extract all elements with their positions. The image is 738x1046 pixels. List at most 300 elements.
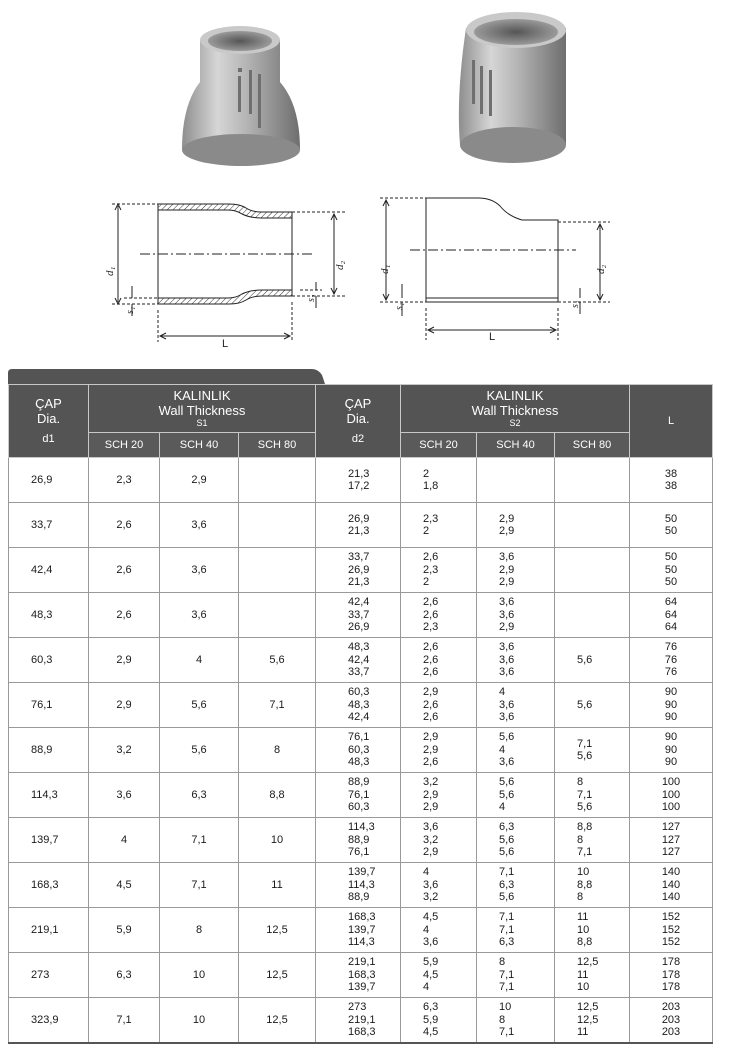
header-cap-1: ÇAP (35, 395, 62, 411)
cell-s1-sch20: 4 (89, 818, 160, 863)
cell-s2-sch20-value: 2,9 (423, 846, 439, 859)
cell-s2-sch80 (555, 818, 630, 863)
cell-s1-sch80: 11 (239, 863, 316, 908)
cell-d2 (316, 503, 401, 548)
cell-s1-sch20: 2,9 (89, 683, 160, 728)
cell-s1-sch20: 6,3 (89, 953, 160, 998)
cell-s2-sch20-value: 2,3 (423, 621, 439, 634)
cell-d2-value: 168,3 (348, 968, 376, 981)
cell-s1-sch40: 10 (160, 998, 239, 1044)
cell-s1-sch40: 5,6 (160, 728, 239, 773)
cell-s2-sch40-value: 5,6 (499, 833, 515, 846)
cell-d2 (316, 953, 401, 998)
header-wall-1: Wall Thickness (158, 403, 246, 418)
cell-s2-sch80-value: 10 (577, 866, 590, 879)
cell-s2-sch20 (401, 638, 477, 683)
cell-l-value: 50 (664, 525, 678, 537)
cell-s2-sch40-value: 2,9 (499, 621, 515, 634)
cell-s2-sch20 (401, 863, 477, 908)
cell-s2-sch20-value: 2,9 (423, 743, 439, 756)
cell-s2-sch40-value: 7,1 (499, 911, 515, 924)
cell-s2-sch80-value: 8 (577, 776, 584, 789)
cell-s2-sch20 (401, 773, 477, 818)
eccentric-reducer-photo (459, 12, 566, 163)
header-wall-s1 (89, 385, 316, 433)
cell-s2-sch80-value: 5,6 (577, 653, 593, 666)
cell-d2-value: 60,3 (348, 743, 370, 756)
header-d1-symbol: d1 (42, 432, 55, 445)
cell-s1-sch40: 10 (160, 953, 239, 998)
header-kalinlik-2: KALINLIK (486, 388, 544, 403)
cell-s2-sch20 (401, 458, 477, 503)
cell-l-value: 90 (664, 686, 678, 699)
cell-d2-value: 48,3 (348, 756, 370, 769)
cell-s2-sch20-value: 2,6 (423, 698, 439, 711)
cell-s2-sch80-value: 8 (577, 891, 584, 904)
cell-s2-sch40-value: 8 (499, 1013, 506, 1026)
cell-l (630, 908, 713, 953)
concentric-reducer-drawing (112, 204, 345, 342)
cell-d2-value: 48,3 (348, 641, 370, 654)
table-row (9, 683, 713, 728)
cell-s2-sch80-value: 12,5 (577, 1001, 599, 1014)
table-row (9, 593, 713, 638)
cell-d1: 48,3 (9, 593, 89, 638)
cell-s2-sch40-value: 3,6 (499, 551, 515, 564)
cell-d2-value: 139,7 (348, 981, 376, 994)
cell-s1-sch40: 3,6 (160, 593, 239, 638)
cell-s2-sch80-value: 7,1 (577, 788, 593, 801)
cell-l (630, 818, 713, 863)
table-row (9, 998, 713, 1044)
cell-s2-sch20-value: 4 (423, 923, 430, 936)
cell-l-value: 64 (664, 596, 678, 609)
cell-d2 (316, 863, 401, 908)
cell-d2 (316, 998, 401, 1044)
cell-s2-sch40 (477, 773, 555, 818)
header-s1: S1 (196, 418, 208, 428)
cell-s2-sch80 (555, 638, 630, 683)
header-dia-2: Dia. (346, 410, 370, 426)
label-s1: s₁ (125, 306, 136, 314)
cell-l-value: 140 (661, 866, 681, 879)
cell-d2-value: 26,9 (348, 512, 370, 525)
cell-d2-value: 88,9 (348, 833, 370, 846)
cell-l-value: 90 (664, 743, 678, 756)
cell-l-value: 64 (664, 608, 678, 621)
cell-s1-sch80: 12,5 (239, 908, 316, 953)
cell-s2-sch20-value: 3,6 (423, 821, 439, 834)
cell-s1-sch80 (239, 458, 316, 503)
cell-s1-sch80: 5,6 (239, 638, 316, 683)
cell-s2-sch40-value: 4 (499, 686, 506, 699)
cell-d1: 42,4 (9, 548, 89, 593)
header-s2: S2 (509, 418, 521, 428)
cell-d2-value: 273 (348, 1001, 367, 1014)
cell-s2-sch20-value: 2 (423, 467, 430, 480)
cell-d1: 323,9 (9, 998, 89, 1044)
cell-d2-value: 76,1 (348, 846, 370, 859)
cell-d2-value: 88,9 (348, 891, 370, 904)
cell-s2-sch20-value: 3,6 (423, 936, 439, 949)
cell-d2-value: 60,3 (348, 686, 370, 699)
cell-s2-sch40-value: 3,6 (499, 596, 515, 609)
cell-s2-sch80-value: 11 (577, 911, 589, 924)
cell-s1-sch80 (239, 593, 316, 638)
cell-s2-sch80 (555, 683, 630, 728)
cell-s2-sch20-value: 2,9 (423, 686, 439, 699)
cell-l-value: 127 (661, 821, 681, 834)
cell-s2-sch40 (477, 728, 555, 773)
cell-s2-sch40-value: 3,6 (499, 711, 515, 724)
cell-s2-sch20-value: 2,9 (423, 801, 439, 814)
cell-d1: 88,9 (9, 728, 89, 773)
cell-s2-sch20-value: 2,6 (423, 641, 439, 654)
cell-s2-sch40-value: 7,1 (499, 1026, 515, 1039)
cell-s2-sch40-value: 4 (499, 801, 506, 814)
cell-s2-sch40-value: 5,6 (499, 891, 515, 904)
cell-l (630, 998, 713, 1044)
cell-s2-sch40-value: 6,3 (499, 821, 515, 834)
cell-d1: 76,1 (9, 683, 89, 728)
cell-s2-sch80 (555, 953, 630, 998)
cell-s1-sch40: 2,9 (160, 458, 239, 503)
cell-d2 (316, 773, 401, 818)
cell-d2-value: 139,7 (348, 923, 376, 936)
cell-d2-value: 42,4 (348, 653, 370, 666)
cell-s2-sch20-value: 2,6 (423, 608, 439, 621)
cell-l (630, 683, 713, 728)
cell-s1-sch20: 2,6 (89, 593, 160, 638)
cell-l-value: 50 (664, 576, 678, 589)
cell-s2-sch20-value: 4 (423, 981, 430, 994)
cell-l (630, 728, 713, 773)
cell-l-value: 50 (664, 551, 678, 564)
label-d1-eccentric: d₁ (379, 264, 391, 274)
cell-l-value: 64 (664, 621, 678, 634)
cell-s1-sch40: 4 (160, 638, 239, 683)
cell-s2-sch40-value: 4 (499, 743, 506, 756)
cell-s1-sch80 (239, 503, 316, 548)
cell-s2-sch40-value: 7,1 (499, 923, 515, 936)
cell-s2-sch20-value: 2,6 (423, 551, 439, 564)
cell-s2-sch80-value: 12,5 (577, 1013, 599, 1026)
cell-s2-sch40-value: 5,6 (499, 731, 515, 744)
cell-s2-sch80-value: 8,8 (577, 936, 593, 949)
cell-s2-sch20-value: 6,3 (423, 1001, 439, 1014)
table-body (9, 458, 713, 1044)
cell-s2-sch20-value: 4,5 (423, 968, 439, 981)
cell-s2-sch40-value: 2,9 (499, 576, 515, 589)
cell-d2-value: 33,7 (348, 551, 370, 564)
cell-s2-sch80-value: 7,1 (577, 737, 593, 750)
cell-d2-value: 168,3 (348, 1026, 376, 1039)
cell-d1: 114,3 (9, 773, 89, 818)
cell-s2-sch40-value: 3,6 (499, 698, 515, 711)
cell-d2 (316, 683, 401, 728)
cell-s2-sch40-value: 2,9 (499, 563, 515, 576)
cell-s1-sch40: 8 (160, 908, 239, 953)
cell-s1-sch40: 7,1 (160, 818, 239, 863)
header-sch20-s1: SCH 20 (89, 433, 160, 458)
cell-d2-value: 48,3 (348, 698, 370, 711)
concentric-reducer-photo (182, 26, 300, 166)
cell-d2-value: 33,7 (348, 608, 370, 621)
label-s2-eccentric: s₂ (570, 300, 581, 308)
cell-l-value: 76 (664, 641, 678, 654)
cell-s2-sch40 (477, 818, 555, 863)
cell-l-value: 76 (664, 666, 678, 679)
cell-s1-sch20: 2,3 (89, 458, 160, 503)
cell-d1: 219,1 (9, 908, 89, 953)
cell-d2 (316, 593, 401, 638)
cell-s2-sch40-value: 7,1 (499, 981, 515, 994)
cell-s2-sch80-value: 5,6 (577, 698, 593, 711)
cell-s2-sch40 (477, 683, 555, 728)
cell-s2-sch40 (477, 953, 555, 998)
cell-d2-value: 88,9 (348, 776, 370, 789)
cell-s1-sch20: 3,6 (89, 773, 160, 818)
cell-s1-sch40: 3,6 (160, 503, 239, 548)
cell-s2-sch20-value: 3,2 (423, 833, 439, 846)
cell-s2-sch80 (555, 458, 630, 503)
cell-s2-sch80-value: 7,1 (577, 846, 593, 859)
cell-s2-sch80 (555, 998, 630, 1044)
cell-d2-value: 21,3 (348, 576, 370, 589)
cell-s2-sch40 (477, 908, 555, 953)
header-sch80-s1: SCH 80 (239, 433, 316, 458)
cell-d1: 26,9 (9, 458, 89, 503)
cell-l-value: 50 (664, 512, 678, 525)
cell-d1: 139,7 (9, 818, 89, 863)
cell-s2-sch40-value: 3,6 (499, 641, 515, 654)
label-d2-eccentric: d₂ (595, 264, 607, 274)
cell-s2-sch20 (401, 998, 477, 1044)
cell-s1-sch20: 5,9 (89, 908, 160, 953)
cell-l-value: 203 (661, 1026, 681, 1039)
cell-s2-sch20-value: 3,2 (423, 776, 439, 789)
cell-s1-sch20: 2,6 (89, 548, 160, 593)
cell-d2-value: 114,3 (348, 878, 375, 891)
cell-s2-sch80-value: 5,6 (577, 750, 593, 762)
cell-l-value: 38 (664, 467, 678, 480)
cell-s2-sch80 (555, 908, 630, 953)
table-row (9, 953, 713, 998)
cell-l (630, 593, 713, 638)
cell-s2-sch20 (401, 683, 477, 728)
product-photos (0, 0, 738, 190)
cell-s1-sch40: 7,1 (160, 863, 239, 908)
cell-l-value: 178 (661, 956, 681, 969)
cell-s2-sch40 (477, 458, 555, 503)
cell-s2-sch80-value: 8 (577, 833, 584, 846)
cell-d2-value: 76,1 (348, 731, 370, 744)
cell-s2-sch80-value: 11 (577, 1026, 589, 1039)
cell-s2-sch20-value: 2,6 (423, 711, 439, 724)
cell-s1-sch80: 12,5 (239, 953, 316, 998)
table-row (9, 818, 713, 863)
cell-l-value: 90 (664, 711, 678, 724)
cell-l (630, 638, 713, 683)
cell-d2-value: 60,3 (348, 801, 370, 814)
cell-s1-sch40: 6,3 (160, 773, 239, 818)
cell-s2-sch80-value: 12,5 (577, 956, 599, 969)
cell-d2-value: 21,3 (348, 467, 370, 480)
cell-l-value: 100 (661, 776, 681, 789)
cell-s2-sch80 (555, 593, 630, 638)
header-sch40-s2: SCH 40 (477, 433, 555, 458)
cell-s2-sch40 (477, 638, 555, 683)
cell-d2-value: 139,7 (348, 866, 376, 879)
cell-s2-sch20 (401, 728, 477, 773)
label-l: L (222, 338, 229, 350)
header-kalinlik-1: KALINLIK (173, 388, 231, 403)
cell-d2 (316, 818, 401, 863)
table-row (9, 728, 713, 773)
cell-l-value: 178 (661, 968, 681, 981)
header-d2-symbol: d2 (351, 432, 365, 445)
cell-l-value: 152 (661, 911, 681, 924)
cell-l-value: 50 (664, 563, 678, 576)
cell-s2-sch20-value: 2,6 (423, 653, 439, 666)
cell-d2-value: 219,1 (348, 1013, 376, 1026)
cell-s2-sch40 (477, 593, 555, 638)
cell-s1-sch80: 10 (239, 818, 316, 863)
cell-s2-sch40 (477, 863, 555, 908)
cell-s2-sch20-value: 2,6 (423, 666, 439, 679)
cell-s2-sch40-value: 2,9 (499, 512, 515, 525)
cell-l (630, 863, 713, 908)
cell-d2 (316, 458, 401, 503)
header-d2 (316, 385, 401, 458)
cell-s2-sch40-value: 7,1 (499, 968, 515, 981)
table-row (9, 773, 713, 818)
cell-d2-value: 219,1 (348, 956, 376, 969)
table-row (9, 548, 713, 593)
cell-s2-sch20 (401, 548, 477, 593)
cell-s2-sch20-value: 5,9 (423, 1013, 439, 1026)
cell-d2 (316, 638, 401, 683)
cell-l-value: 178 (661, 981, 681, 994)
cell-d2-value: 114,3 (348, 936, 375, 949)
header-d1 (9, 385, 89, 458)
cell-s1-sch20: 4,5 (89, 863, 160, 908)
cell-s1-sch20: 2,9 (89, 638, 160, 683)
cell-d1: 33,7 (9, 503, 89, 548)
cell-s2-sch20-value: 2,9 (423, 788, 439, 801)
cell-s2-sch80-value: 10 (577, 923, 590, 936)
cell-s2-sch20-value: 2,3 (423, 563, 439, 576)
cell-l-value: 140 (661, 891, 681, 904)
cell-s2-sch20-value: 4,5 (423, 1026, 439, 1039)
header-sch20-s2: SCH 20 (401, 433, 477, 458)
cell-s1-sch80: 8 (239, 728, 316, 773)
table-row (9, 458, 713, 503)
cell-s2-sch40-value: 3,6 (499, 608, 515, 621)
cell-s2-sch80-value: 10 (577, 981, 590, 994)
technical-drawings (0, 190, 738, 360)
cell-d2-value: 17,2 (348, 480, 370, 492)
cell-d2-value: 21,3 (348, 525, 370, 537)
cell-s2-sch20 (401, 818, 477, 863)
cell-s1-sch20: 3,2 (89, 728, 160, 773)
cell-s2-sch20-value: 5,9 (423, 956, 439, 969)
cell-s2-sch80 (555, 548, 630, 593)
header-wall-s2 (401, 385, 630, 433)
cell-l-value: 140 (661, 878, 681, 891)
cell-s2-sch80-value: 8,8 (577, 821, 593, 834)
table-row (9, 908, 713, 953)
header-sch40-s1: SCH 40 (160, 433, 239, 458)
cell-s2-sch20 (401, 503, 477, 548)
cell-s2-sch20-value: 4,5 (423, 911, 439, 924)
cell-d2-value: 114,3 (348, 821, 375, 834)
cell-s2-sch20 (401, 908, 477, 953)
cell-s2-sch40-value: 6,3 (499, 936, 515, 949)
cell-s2-sch40-value: 7,1 (499, 866, 515, 879)
cell-s2-sch40-value: 3,6 (499, 666, 515, 679)
cell-d1: 273 (9, 953, 89, 998)
cell-s2-sch20-value: 2,3 (423, 512, 439, 525)
cell-l (630, 953, 713, 998)
cell-l (630, 503, 713, 548)
cell-s2-sch40-value: 2,9 (499, 525, 515, 537)
header-l: L (630, 385, 713, 458)
cell-l (630, 773, 713, 818)
cell-s2-sch20-value: 2 (423, 525, 430, 537)
cell-s1-sch80: 12,5 (239, 998, 316, 1044)
cell-s2-sch40-value: 5,6 (499, 846, 515, 859)
cell-s1-sch80: 7,1 (239, 683, 316, 728)
cell-l (630, 548, 713, 593)
cell-d2 (316, 548, 401, 593)
cell-s2-sch80 (555, 773, 630, 818)
cell-s2-sch40-value: 8 (499, 956, 506, 969)
table-row (9, 638, 713, 683)
cell-s1-sch80 (239, 548, 316, 593)
cell-d2-value: 168,3 (348, 911, 376, 924)
cell-l-value: 127 (661, 846, 681, 859)
label-d1: d₁ (104, 266, 116, 276)
cell-d1: 60,3 (9, 638, 89, 683)
label-l-eccentric: L (489, 331, 496, 343)
cell-d2-value: 42,4 (348, 711, 370, 724)
cell-l-value: 100 (661, 801, 681, 814)
cell-s2-sch80 (555, 503, 630, 548)
table-row (9, 863, 713, 908)
cell-s2-sch20 (401, 953, 477, 998)
cell-l (630, 458, 713, 503)
header-cap-2: ÇAP (344, 395, 372, 411)
cell-l-value: 203 (661, 1013, 681, 1026)
cell-l-value: 203 (661, 1001, 681, 1014)
cell-s1-sch20: 2,6 (89, 503, 160, 548)
cell-s2-sch20-value: 3,2 (423, 891, 439, 904)
cell-d1: 168,3 (9, 863, 89, 908)
cell-l-value: 100 (661, 788, 681, 801)
cell-l-value: 152 (661, 936, 681, 949)
cell-s2-sch40 (477, 998, 555, 1044)
cell-l-value: 152 (661, 923, 681, 936)
cell-l-value: 90 (664, 698, 678, 711)
cell-d2-value: 76,1 (348, 788, 370, 801)
cell-s2-sch40-value: 5,6 (499, 788, 515, 801)
table-row (9, 503, 713, 548)
cell-s2-sch20-value: 3,6 (423, 878, 439, 891)
cell-s2-sch40 (477, 503, 555, 548)
cell-s2-sch80 (555, 863, 630, 908)
label-s1-eccentric: s₁ (394, 302, 405, 310)
